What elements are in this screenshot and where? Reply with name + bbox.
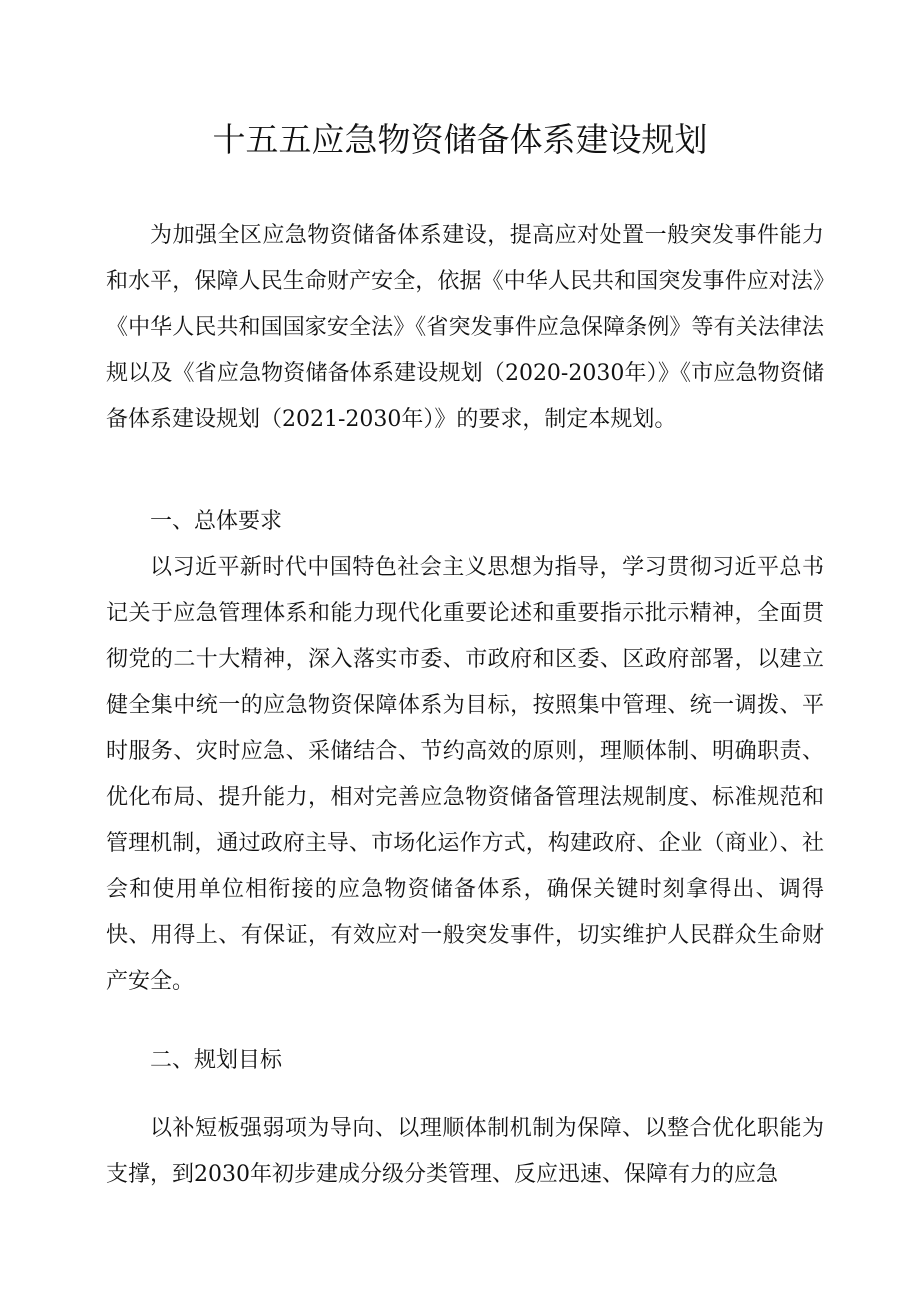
intro-paragraph: 为加强全区应急物资储备体系建设，提高应对处置一般突发事件能力和水平，保障人民生命财产安全，依据《中华人民共和国突发事件应对法》《中华人民共和国国家安全法》《省突发事件应急保障条例》等有关法律法规以及《省应急物资储备体系建设规划（2020-2030年）》《市应急物资储备体系建设规划（2021-2030年）》的要求，制定本规划。: [106, 223, 824, 432]
document-title: 十五五应急物资储备体系建设规划: [212, 120, 708, 159]
section-paragraph-planning-goals: 以补短板强弱项为导向、以理顺体制机制为保障、以整合优化职能为支撑，到2030年初步建成分级分类管理、反应迅速、保障有力的应急: [106, 1116, 824, 1187]
section-heading-general-requirements: 一、总体要求: [150, 509, 283, 534]
section-paragraph-general-requirements: 以习近平新时代中国特色社会主义思想为指导，学习贯彻习近平总书记关于应急管理体系和能力现代化重要论述和重要指示批示精神，全面贯彻党的二十大精神，深入落实市委、市政府和区委、区政府部署，以建立健全集中统一的应急物资保障体系为目标，按照集中管理、统一调拨、平时服务、灾时应急、采储结合、节约高效的原则，理顺体制、明确职责、优化布局、提升能力，相对完善应急物资储备管理法规制度、标准规范和管理机制，通过政府主导、市场化运作方式，构建政府、企业（商业）、社会和使用单位相衔接的应急物资储备体系，确保关键时刻拿得出、调得快、用得上、有保证，有效应对一般突发事件，切实维护人民群众生命财产安全。: [106, 555, 824, 994]
section-heading-planning-goals: 二、规划目标: [150, 1048, 283, 1073]
